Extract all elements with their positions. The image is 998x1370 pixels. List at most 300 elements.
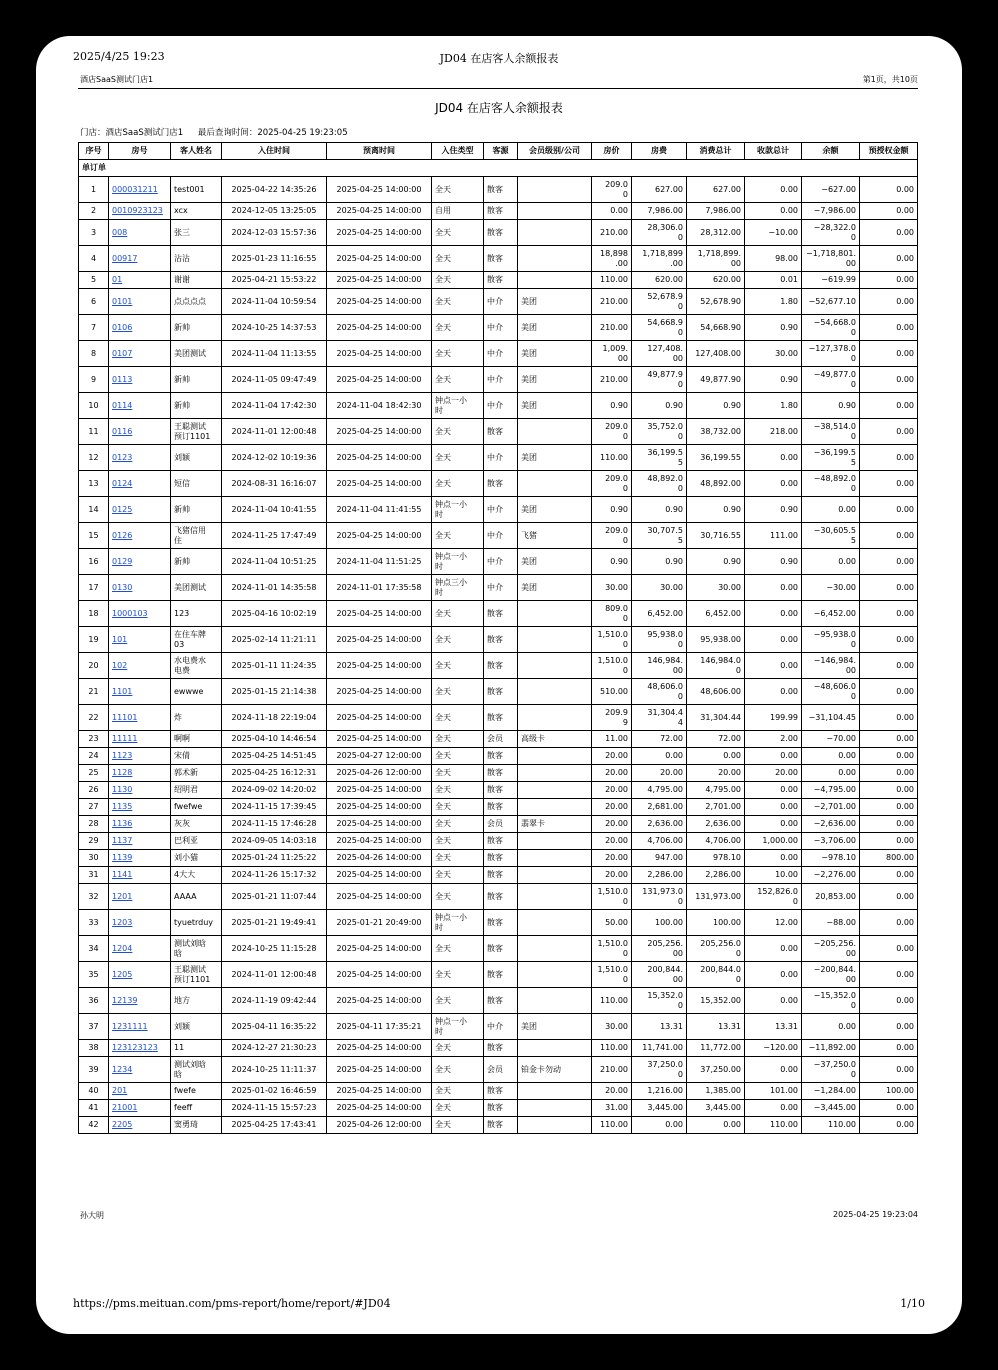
room-fee: 48,892.0 0 (632, 471, 687, 497)
paid-total: 12.00 (745, 910, 802, 936)
room-rate: 20.00 (592, 816, 632, 833)
table-row (79, 177, 918, 203)
guest-name: 谢谢 (171, 272, 222, 289)
consume-total: 1,718,899. 00 (687, 246, 745, 272)
guest-source: 散客 (484, 833, 518, 850)
room-fee: 0.90 (632, 497, 687, 523)
guest-name: 炸 (171, 705, 222, 731)
paid-total: 0.00 (745, 203, 802, 220)
preauth-amount: 0.00 (860, 910, 918, 936)
guest-source: 中介 (484, 445, 518, 471)
room-number-link[interactable]: 000031211 (109, 177, 171, 203)
paid-total: 0.00 (745, 653, 802, 679)
column-header: 预授权金额 (860, 143, 918, 160)
row-number: 18 (79, 601, 109, 627)
preauth-amount: 0.00 (860, 246, 918, 272)
room-number-link[interactable]: 0107 (109, 341, 171, 367)
balance: 0.00 (802, 748, 860, 765)
table-row (79, 497, 918, 523)
preauth-amount: 0.00 (860, 575, 918, 601)
stay-type: 全天 (432, 884, 484, 910)
row-number: 26 (79, 782, 109, 799)
checkout-time: 2025-04-25 14:00:00 (327, 341, 432, 367)
consume-total: 0.90 (687, 549, 745, 575)
checkin-time: 2024-08-31 16:16:07 (222, 471, 327, 497)
room-number-link[interactable]: 1136 (109, 816, 171, 833)
room-number-link[interactable]: 1203 (109, 910, 171, 936)
guest-source: 散客 (484, 220, 518, 246)
room-rate: 0.90 (592, 497, 632, 523)
room-fee: 54,668.9 0 (632, 315, 687, 341)
balance: −127,378.0 0 (802, 341, 860, 367)
checkin-time: 2024-10-25 11:11:37 (222, 1057, 327, 1083)
room-number-link[interactable]: 1135 (109, 799, 171, 816)
preauth-amount: 0.00 (860, 816, 918, 833)
guest-name: 在住车牌 03 (171, 627, 222, 653)
room-fee: 37,250.0 0 (632, 1057, 687, 1083)
checkin-time: 2025-01-15 21:14:38 (222, 679, 327, 705)
paid-total: 0.00 (745, 850, 802, 867)
checkout-time: 2024-11-01 17:35:58 (327, 575, 432, 601)
stay-type: 全天 (432, 850, 484, 867)
room-number-link[interactable]: 0123 (109, 445, 171, 471)
balance: −54,668.0 0 (802, 315, 860, 341)
room-number-link[interactable]: 1130 (109, 782, 171, 799)
guest-source: 中介 (484, 1014, 518, 1040)
table-row (79, 601, 918, 627)
stay-type: 全天 (432, 1100, 484, 1117)
room-fee: 72.00 (632, 731, 687, 748)
paid-total: 0.90 (745, 549, 802, 575)
room-rate: 210.00 (592, 315, 632, 341)
stay-type: 全天 (432, 177, 484, 203)
stay-type: 全天 (432, 833, 484, 850)
room-fee: 0.90 (632, 549, 687, 575)
room-number-link[interactable]: 0010923123 (109, 203, 171, 220)
checkin-time: 2024-11-04 17:42:30 (222, 393, 327, 419)
row-number: 6 (79, 289, 109, 315)
stay-type: 全天 (432, 748, 484, 765)
balance: −2,276.00 (802, 867, 860, 884)
guest-source: 散客 (484, 601, 518, 627)
guest-name: 美团测试 (171, 575, 222, 601)
table-row (79, 549, 918, 575)
row-number: 33 (79, 910, 109, 936)
consume-total: 11,772.00 (687, 1040, 745, 1057)
row-number: 31 (79, 867, 109, 884)
room-rate: 20.00 (592, 799, 632, 816)
member-level (518, 220, 592, 246)
room-rate: 30.00 (592, 1014, 632, 1040)
checkout-time: 2025-04-25 14:00:00 (327, 203, 432, 220)
row-number: 12 (79, 445, 109, 471)
room-number-link[interactable]: 0130 (109, 575, 171, 601)
room-fee: 146,984. 00 (632, 653, 687, 679)
balance: −36,199.5 5 (802, 445, 860, 471)
row-number: 37 (79, 1014, 109, 1040)
preauth-amount: 0.00 (860, 627, 918, 653)
balance: −31,104.45 (802, 705, 860, 731)
checkout-time: 2025-04-25 14:00:00 (327, 523, 432, 549)
preauth-amount: 0.00 (860, 523, 918, 549)
paid-total: 1,000.00 (745, 833, 802, 850)
checkin-time: 2024-11-04 10:59:54 (222, 289, 327, 315)
room-number-link[interactable]: 11111 (109, 731, 171, 748)
balance: −627.00 (802, 177, 860, 203)
guest-source: 散客 (484, 705, 518, 731)
room-fee: 30.00 (632, 575, 687, 601)
table-row (79, 731, 918, 748)
guest-source: 散客 (484, 867, 518, 884)
guest-source: 中介 (484, 523, 518, 549)
balance-report-table (78, 142, 918, 1134)
guest-name: fwefwe (171, 799, 222, 816)
stay-type: 全天 (432, 782, 484, 799)
column-header: 房价 (592, 143, 632, 160)
checkin-time: 2025-04-11 16:35:22 (222, 1014, 327, 1040)
room-number-link[interactable]: 11101 (109, 705, 171, 731)
balance: −978.10 (802, 850, 860, 867)
balance: −88.00 (802, 910, 860, 936)
checkout-time: 2025-04-25 14:00:00 (327, 220, 432, 246)
member-level (518, 705, 592, 731)
checkin-time: 2024-12-02 10:19:36 (222, 445, 327, 471)
checkout-time: 2025-04-25 14:00:00 (327, 962, 432, 988)
room-number-link[interactable]: 0129 (109, 549, 171, 575)
room-number-link[interactable]: 102 (109, 653, 171, 679)
guest-name: 新帅 (171, 549, 222, 575)
room-number-link[interactable]: 00917 (109, 246, 171, 272)
preauth-amount: 0.00 (860, 765, 918, 782)
paid-total: 98.00 (745, 246, 802, 272)
table-row (79, 367, 918, 393)
checkout-time: 2025-04-26 12:00:00 (327, 1117, 432, 1134)
checkin-time: 2024-10-25 14:37:53 (222, 315, 327, 341)
room-number-link[interactable]: 123123123 (109, 1040, 171, 1057)
member-level (518, 177, 592, 203)
room-number-link[interactable]: 0116 (109, 419, 171, 445)
room-fee: 20.00 (632, 765, 687, 782)
room-fee: 2,636.00 (632, 816, 687, 833)
guest-source: 中介 (484, 289, 518, 315)
checkout-time: 2025-01-21 20:49:00 (327, 910, 432, 936)
row-number: 23 (79, 731, 109, 748)
room-number-link[interactable]: 12139 (109, 988, 171, 1014)
member-level (518, 936, 592, 962)
row-number: 3 (79, 220, 109, 246)
row-number: 40 (79, 1083, 109, 1100)
checkout-time: 2025-04-25 14:00:00 (327, 601, 432, 627)
consume-total: 2,701.00 (687, 799, 745, 816)
table-row (79, 782, 918, 799)
store-label: 门店：酒店SaaS测试门店1 (80, 128, 184, 138)
room-rate: 209.0 0 (592, 523, 632, 549)
member-level (518, 627, 592, 653)
room-number-link[interactable]: 0125 (109, 497, 171, 523)
member-level (518, 884, 592, 910)
column-header: 预离时间 (327, 143, 432, 160)
room-fee: 28,306.0 0 (632, 220, 687, 246)
guest-source: 散客 (484, 246, 518, 272)
paid-total: 20.00 (745, 765, 802, 782)
paid-total: 218.00 (745, 419, 802, 445)
table-row (79, 471, 918, 497)
row-number: 10 (79, 393, 109, 419)
room-rate: 210.00 (592, 220, 632, 246)
room-fee: 4,795.00 (632, 782, 687, 799)
room-number-link[interactable]: 0126 (109, 523, 171, 549)
member-level: 美团 (518, 445, 592, 471)
row-number: 13 (79, 471, 109, 497)
room-number-link[interactable]: 1204 (109, 936, 171, 962)
checkout-time: 2025-04-25 14:00:00 (327, 1057, 432, 1083)
row-number: 34 (79, 936, 109, 962)
room-rate: 50.00 (592, 910, 632, 936)
preauth-amount: 0.00 (860, 471, 918, 497)
room-fee: 4,706.00 (632, 833, 687, 850)
checkout-time: 2025-04-25 14:00:00 (327, 816, 432, 833)
preauth-amount: 0.00 (860, 1040, 918, 1057)
row-number: 29 (79, 833, 109, 850)
preauth-amount: 0.00 (860, 272, 918, 289)
stay-type: 钟点一小 时 (432, 497, 484, 523)
table-row (79, 1014, 918, 1040)
member-level (518, 1083, 592, 1100)
checkout-time: 2025-04-25 14:00:00 (327, 627, 432, 653)
balance: −48,606.0 0 (802, 679, 860, 705)
paid-total: 0.00 (745, 816, 802, 833)
column-header: 客人姓名 (171, 143, 222, 160)
preauth-amount: 0.00 (860, 549, 918, 575)
room-number-link[interactable]: 008 (109, 220, 171, 246)
guest-name: 测试刘晗 晗 (171, 936, 222, 962)
room-number-link[interactable]: 1123 (109, 748, 171, 765)
paid-total: 0.00 (745, 445, 802, 471)
consume-total: 52,678.90 (687, 289, 745, 315)
member-level: 铂金卡勿动 (518, 1057, 592, 1083)
preauth-amount: 0.00 (860, 315, 918, 341)
room-number-link[interactable]: 1128 (109, 765, 171, 782)
room-number-link[interactable]: 0124 (109, 471, 171, 497)
room-number-link[interactable]: 0113 (109, 367, 171, 393)
preauth-amount: 800.00 (860, 850, 918, 867)
room-number-link[interactable]: 01 (109, 272, 171, 289)
guest-source: 散客 (484, 419, 518, 445)
checkin-time: 2025-04-10 14:46:54 (222, 731, 327, 748)
room-number-link[interactable]: 21001 (109, 1100, 171, 1117)
balance: −28,322.0 0 (802, 220, 860, 246)
preauth-amount: 0.00 (860, 177, 918, 203)
guest-name: 新帅 (171, 367, 222, 393)
column-header: 入住时间 (222, 143, 327, 160)
room-fee: 11,741.00 (632, 1040, 687, 1057)
guest-name: feeff (171, 1100, 222, 1117)
room-rate: 20.00 (592, 748, 632, 765)
stay-type: 全天 (432, 315, 484, 341)
guest-source: 散客 (484, 884, 518, 910)
paid-total: 110.00 (745, 1117, 802, 1134)
checkin-time: 2024-11-01 12:00:48 (222, 419, 327, 445)
consume-total: 48,892.00 (687, 471, 745, 497)
row-number: 17 (79, 575, 109, 601)
room-fee: 52,678.9 0 (632, 289, 687, 315)
room-number-link[interactable]: 101 (109, 627, 171, 653)
member-level (518, 471, 592, 497)
consume-total: 146,984.0 0 (687, 653, 745, 679)
member-level: 美团 (518, 549, 592, 575)
checkin-time: 2024-09-02 14:20:02 (222, 782, 327, 799)
member-level (518, 782, 592, 799)
member-level (518, 246, 592, 272)
balance: −1,284.00 (802, 1083, 860, 1100)
checkin-time: 2025-01-24 11:25:22 (222, 850, 327, 867)
consume-total: 6,452.00 (687, 601, 745, 627)
stay-type: 全天 (432, 731, 484, 748)
preauth-amount: 0.00 (860, 601, 918, 627)
table-row (79, 575, 918, 601)
guest-source: 散客 (484, 910, 518, 936)
preauth-amount: 0.00 (860, 962, 918, 988)
paid-total: 1.80 (745, 289, 802, 315)
consume-total: 13.31 (687, 1014, 745, 1040)
row-number: 24 (79, 748, 109, 765)
balance: −2,701.00 (802, 799, 860, 816)
room-number-link[interactable]: 1205 (109, 962, 171, 988)
paid-total: −120.00 (745, 1040, 802, 1057)
guest-source: 中介 (484, 315, 518, 341)
guest-name: 123 (171, 601, 222, 627)
room-number-link[interactable]: 1231111 (109, 1014, 171, 1040)
table-row (79, 799, 918, 816)
stay-type: 全天 (432, 962, 484, 988)
member-level (518, 653, 592, 679)
room-rate: 209.0 0 (592, 419, 632, 445)
balance: −48,892.0 0 (802, 471, 860, 497)
room-number-link[interactable]: 1101 (109, 679, 171, 705)
table-row (79, 1117, 918, 1134)
stay-type: 全天 (432, 246, 484, 272)
checkout-time: 2025-04-25 14:00:00 (327, 1083, 432, 1100)
room-number-link[interactable]: 1234 (109, 1057, 171, 1083)
print-datetime: 2025/4/25 19:23 (73, 50, 165, 63)
guest-source: 散客 (484, 1100, 518, 1117)
paid-total: 0.00 (745, 799, 802, 816)
guest-name: ewwwe (171, 679, 222, 705)
room-fee: 7,986.00 (632, 203, 687, 220)
guest-name: 新帅 (171, 315, 222, 341)
room-number-link[interactable]: 1000103 (109, 601, 171, 627)
stay-type: 钟点一小 时 (432, 910, 484, 936)
page-info: 第1页，共10页 (862, 75, 918, 84)
table-row (79, 705, 918, 731)
room-rate: 0.90 (592, 549, 632, 575)
guest-source: 散客 (484, 799, 518, 816)
balance: −30,605.5 5 (802, 523, 860, 549)
room-number-link[interactable]: 1141 (109, 867, 171, 884)
member-level: 高级卡 (518, 731, 592, 748)
balance: −2,636.00 (802, 816, 860, 833)
column-header: 房号 (109, 143, 171, 160)
guest-source: 会员 (484, 1057, 518, 1083)
checkin-time: 2024-10-25 11:15:28 (222, 936, 327, 962)
room-fee: 35,752.0 0 (632, 419, 687, 445)
row-number: 21 (79, 679, 109, 705)
room-rate: 209.9 9 (592, 705, 632, 731)
consume-total: 54,668.90 (687, 315, 745, 341)
print-page (36, 36, 962, 1334)
member-level (518, 203, 592, 220)
room-number-link[interactable]: 0101 (109, 289, 171, 315)
guest-source: 散客 (484, 272, 518, 289)
column-header: 会员级别/公司 (518, 143, 592, 160)
checkin-time: 2025-04-25 16:12:31 (222, 765, 327, 782)
guest-name: test001 (171, 177, 222, 203)
guest-name: 水电费水 电费 (171, 653, 222, 679)
table-row (79, 393, 918, 419)
consume-total: 4,795.00 (687, 782, 745, 799)
member-level (518, 1100, 592, 1117)
preauth-amount: 0.00 (860, 1117, 918, 1134)
preauth-amount: 0.00 (860, 884, 918, 910)
member-level: 美团 (518, 575, 592, 601)
room-number-link[interactable]: 1201 (109, 884, 171, 910)
paid-total: 0.00 (745, 601, 802, 627)
checkout-time: 2025-04-25 14:00:00 (327, 731, 432, 748)
guest-name: 沾沾 (171, 246, 222, 272)
guest-name: 啊啊 (171, 731, 222, 748)
table-row (79, 627, 918, 653)
room-number-link[interactable]: 0106 (109, 315, 171, 341)
consume-total: 30.00 (687, 575, 745, 601)
member-level (518, 748, 592, 765)
preauth-amount: 0.00 (860, 988, 918, 1014)
guest-source: 会员 (484, 816, 518, 833)
consume-total: 100.00 (687, 910, 745, 936)
room-fee: 15,352.0 0 (632, 988, 687, 1014)
checkin-time: 2025-04-16 10:02:19 (222, 601, 327, 627)
table-row (79, 220, 918, 246)
room-rate: 1,510.0 0 (592, 884, 632, 910)
checkin-time: 2024-12-05 13:25:05 (222, 203, 327, 220)
checkin-time: 2025-01-11 11:24:35 (222, 653, 327, 679)
room-rate: 110.00 (592, 988, 632, 1014)
balance: −146,984. 00 (802, 653, 860, 679)
room-number-link[interactable]: 1139 (109, 850, 171, 867)
room-number-link[interactable]: 1137 (109, 833, 171, 850)
preauth-amount: 0.00 (860, 289, 918, 315)
room-number-link[interactable]: 201 (109, 1083, 171, 1100)
checkout-time: 2025-04-25 14:00:00 (327, 867, 432, 884)
room-number-link[interactable]: 2205 (109, 1117, 171, 1134)
guest-name: 11 (171, 1040, 222, 1057)
operator-name: 孙大明 (80, 1211, 104, 1220)
row-number: 14 (79, 497, 109, 523)
room-number-link[interactable]: 0114 (109, 393, 171, 419)
paid-total: 199.99 (745, 705, 802, 731)
checkin-time: 2024-11-18 22:19:04 (222, 705, 327, 731)
guest-name: 刘小猫 (171, 850, 222, 867)
checkout-time: 2025-04-25 14:00:00 (327, 315, 432, 341)
report-meta (80, 126, 360, 138)
column-header: 余额 (802, 143, 860, 160)
consume-total: 49,877.90 (687, 367, 745, 393)
consume-total: 200,844.0 0 (687, 962, 745, 988)
member-level (518, 272, 592, 289)
row-number: 38 (79, 1040, 109, 1057)
room-rate: 209.0 0 (592, 471, 632, 497)
room-rate: 210.00 (592, 289, 632, 315)
stay-type: 全天 (432, 471, 484, 497)
